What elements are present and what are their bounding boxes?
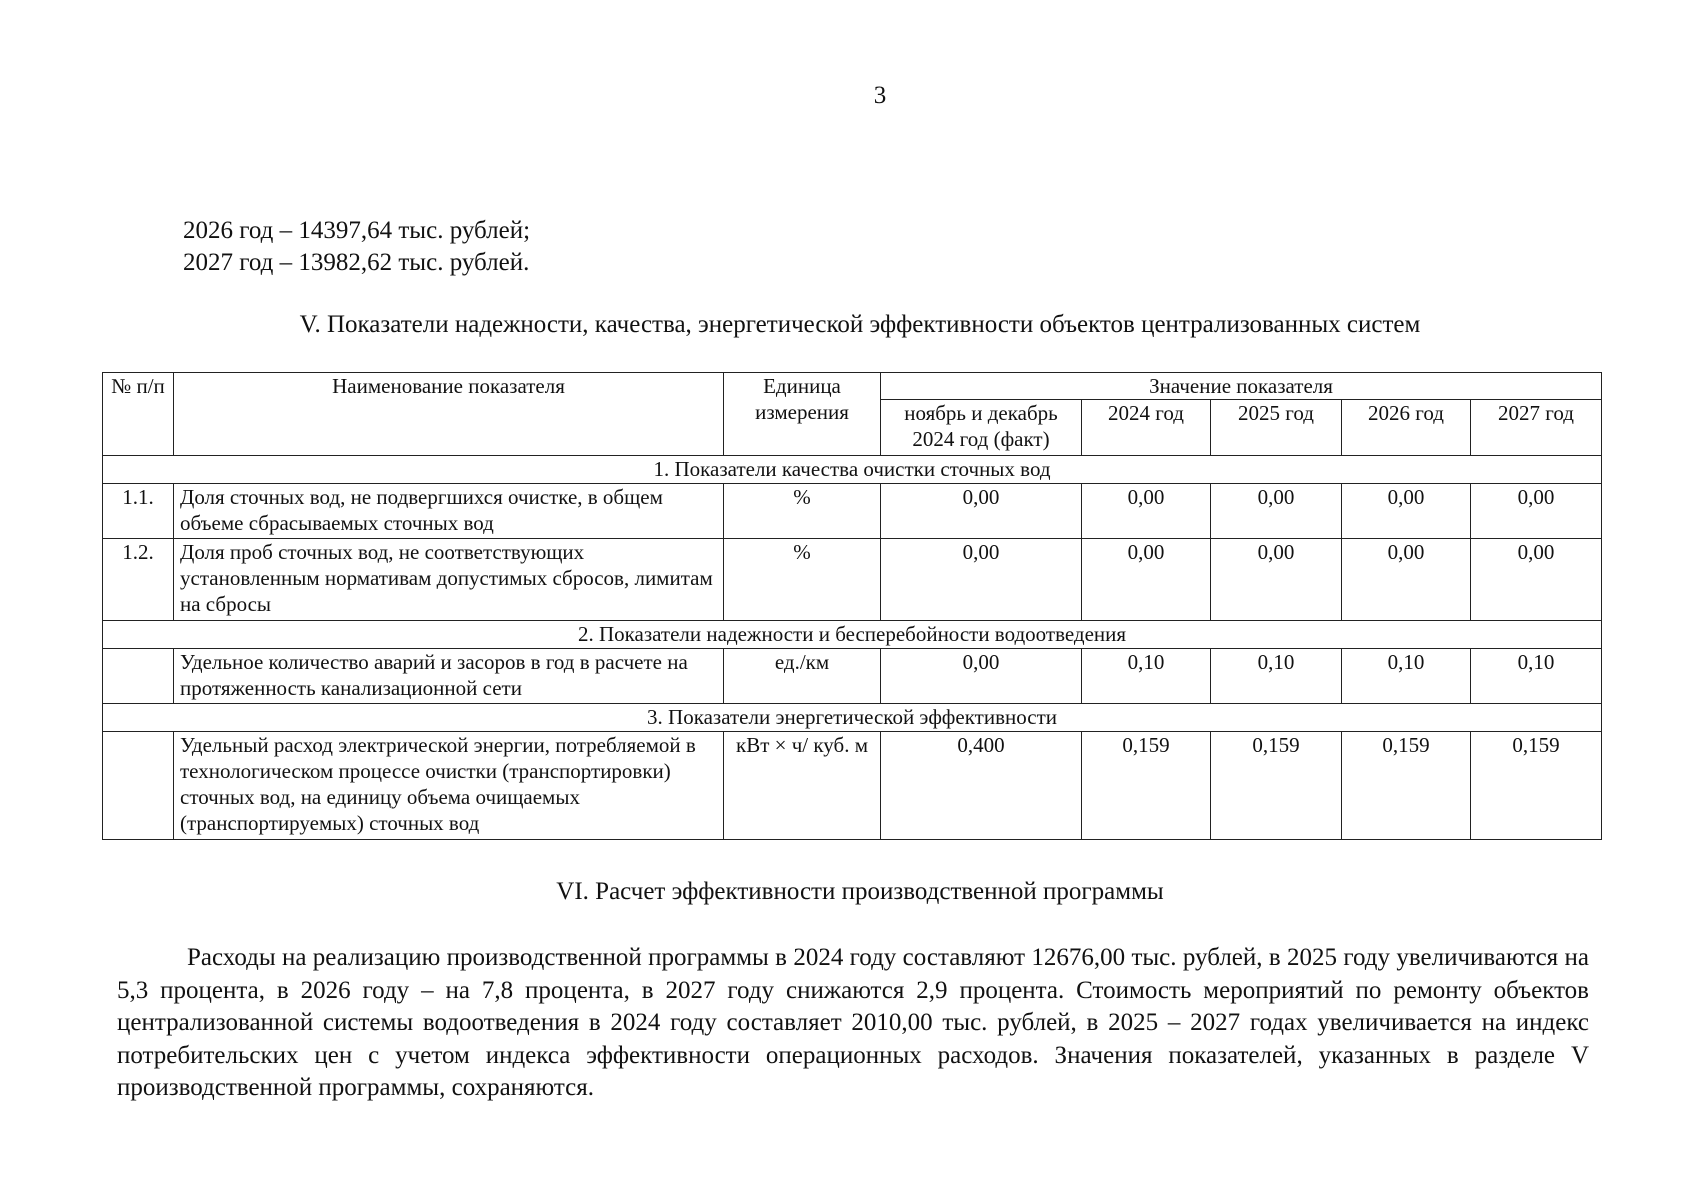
- row-value: 0,159: [1082, 732, 1211, 840]
- row-value: 0,00: [1211, 484, 1342, 539]
- row-value: 0,10: [1082, 649, 1211, 704]
- header-period: 2027 год: [1471, 400, 1602, 456]
- row-value: 0,10: [1342, 649, 1471, 704]
- row-unit: ед./км: [724, 649, 881, 704]
- row-name: Доля сточных вод, не подвергшихся очистке, в общем объеме сбрасываемых сточных вод: [174, 484, 724, 539]
- group-row: [103, 456, 1602, 484]
- group-row: [103, 621, 1602, 649]
- row-value: 0,159: [1211, 732, 1342, 840]
- header-period: ноябрь и декабрь 2024 год (факт): [881, 400, 1082, 456]
- row-value: 0,10: [1211, 649, 1342, 704]
- header-period: 2026 год: [1342, 400, 1471, 456]
- row-unit: %: [724, 539, 881, 621]
- row-value: 0,00: [1471, 484, 1602, 539]
- row-value: 0,00: [1342, 484, 1471, 539]
- row-name: Удельное количество аварий и засоров в год в расчете на протяженность канализационной сети: [174, 649, 724, 704]
- section-6-title: VI. Расчет эффективности производственной программы: [556, 878, 1164, 905]
- row-value: 0,10: [1471, 649, 1602, 704]
- row-name: Удельный расход электрической энергии, потребляемой в технологическом процессе очистки (транспортировки) сточных вод, на единицу объема очищаемых (транспортируемых) сточных вод: [174, 732, 724, 840]
- row-value: 0,400: [881, 732, 1082, 840]
- row-value: 0,00: [881, 649, 1082, 704]
- row-unit: %: [724, 484, 881, 539]
- row-num: [103, 649, 174, 704]
- group-title: 1. Показатели качества очистки сточных вод: [103, 456, 1602, 484]
- table-row: [103, 539, 1602, 621]
- row-value: 0,00: [1471, 539, 1602, 621]
- header-name: Наименование показателя: [174, 373, 724, 456]
- header-value-group: Значение показателя: [881, 373, 1602, 400]
- row-value: 0,00: [881, 484, 1082, 539]
- header-period: 2025 год: [1211, 400, 1342, 456]
- header-unit: Единица измерения: [724, 373, 881, 456]
- table-row: [103, 649, 1602, 704]
- table-row: [103, 484, 1602, 539]
- row-num: 1.1.: [103, 484, 174, 539]
- group-title: 2. Показатели надежности и бесперебойности водоотведения: [103, 621, 1602, 649]
- indicators-table: [102, 372, 1602, 840]
- section-5-title: V. Показатели надежности, качества, энергетической эффективности объектов централизованных систем: [299, 311, 1421, 338]
- header-num: № п/п: [103, 373, 174, 456]
- table-row: [103, 732, 1602, 840]
- group-title: 3. Показатели энергетической эффективности: [103, 704, 1602, 732]
- row-value: 0,00: [1082, 484, 1211, 539]
- row-name: Доля проб сточных вод, не соответствующих установленным нормативам допустимых сбросов, лимитам на сбросы: [174, 539, 724, 621]
- row-num: 1.2.: [103, 539, 174, 621]
- row-value: 0,00: [1342, 539, 1471, 621]
- section-6-paragraph: Расходы на реализацию производственной программы в 2024 году составляют 12676,00 тыс. рублей, в 2025 году увеличиваются на 5,3 процента, в 2026 году – на 7,8 процента, в 2027 году снижаются 2,9 процента. Стоимость мероприятий по ремонту объектов централизованной системы водоотведения в 2024 году составляет 2010,00 тыс. рублей, в 2025 – 2027 годах увеличивается на индекс потребительских цен с учетом индекса эффективности операционных расходов. Значения показателей, указанных в разделе V производственной программы, сохраняются.: [117, 944, 1589, 1101]
- page-number: 3: [873, 82, 887, 109]
- group-row: [103, 704, 1602, 732]
- row-unit: кВт × ч/ куб. м: [724, 732, 881, 840]
- row-value: 0,00: [1211, 539, 1342, 621]
- table-header-row: [103, 373, 1602, 400]
- row-num: [103, 732, 174, 840]
- row-value: 0,00: [1082, 539, 1211, 621]
- row-value: 0,00: [881, 539, 1082, 621]
- budget-line-2026: 2026 год – 14397,64 тыс. рублей;: [183, 217, 531, 244]
- row-value: 0,159: [1471, 732, 1602, 840]
- budget-line-2027: 2027 год – 13982,62 тыс. рублей.: [183, 249, 530, 276]
- header-period: 2024 год: [1082, 400, 1211, 456]
- row-value: 0,159: [1342, 732, 1471, 840]
